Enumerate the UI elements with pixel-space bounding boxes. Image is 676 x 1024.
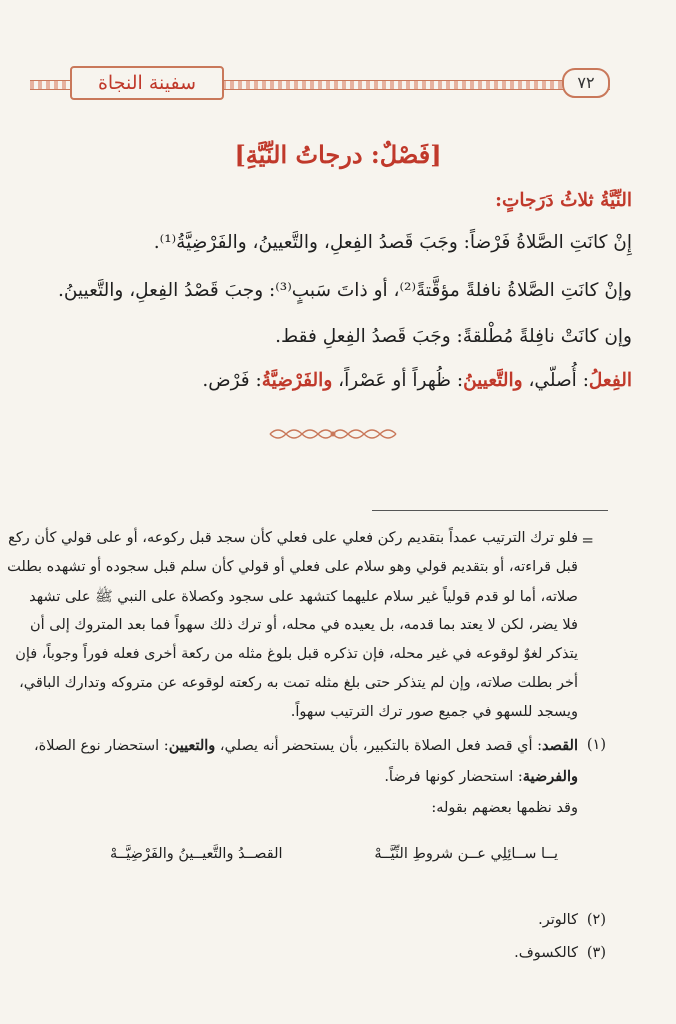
main-line-3: وإن كانَتْ نافِلةً مُطْلقةً: وجَبَ قَصدُ الفِعلِ فقط. — [275, 326, 632, 347]
footnote-1-line-2 — [384, 768, 578, 785]
footnote-3-text: كالكسوف. — [514, 945, 578, 961]
fn1-text-2: : استحضار نوع الصلاة، — [33, 738, 169, 754]
text-zuhr: : ظُهراً أو عَصْراً، — [332, 370, 464, 391]
main-line-1: إِنْ كانَتِ الصَّلاةُ فَرْضاً: وجَبَ قَصدُ الفِعلِ، والتَّعيينُ، والفَرْضِيَّةُ⁽¹⁾. — [153, 232, 632, 253]
footnote-1-number: (١) — [586, 737, 606, 753]
term-fil: الفِعلُ — [588, 370, 632, 391]
main-line-2: وإنْ كانَتِ الصَّلاةُ نافلةً مؤقَّتةً⁽²⁾، أو ذاتَ سَببٍ⁽³⁾: وجبَ قَصْدُ الفِعلِ، والتَّعيينُ. — [57, 280, 632, 301]
fn1-text-3: : استحضار كونها فرضاً. — [384, 769, 523, 785]
continuation-mark: = — [581, 531, 594, 549]
page-number: ٧٢ — [562, 68, 610, 98]
fn1-term-qasd: القصد — [542, 737, 578, 754]
footnote-cont-line: فلا يضر، لكن لا يعتد بما قدمه، بل يعيده في محله، أو ترك ذلك سهواً فما بعد المتروك إلى أن — [29, 617, 578, 633]
footnote-2-text: كالوتر. — [538, 912, 578, 928]
footnote-cont-line: يتذكر لغوٌ لوقوعه في غير محله، فإن تذكره قبل بلوغ مثله من ركعة أخرى فعله فوراً وجوباً، فإن — [15, 646, 578, 662]
footnote-cont-line: صلاته، أما لو قدم قولياً غير سلام عليهما كتشهد على سجود وكصلاة على النبي ﷺ على تشهد — [29, 589, 578, 605]
footnote-cont-line: فلو ترك الترتيب عمداً بتقديم ركن فعلي على فعلي كأن سجد قبل ركوعه، أو على قولي كأن ركع — [8, 530, 578, 546]
page-header — [30, 62, 610, 108]
section-title: [فَصْلٌ: درجاتُ النِّيَّةِ] — [234, 140, 442, 169]
fn1-term-tayin: والتعيين — [168, 737, 216, 754]
footnote-3-number: (٣) — [586, 945, 606, 961]
main-line-4 — [40, 370, 632, 391]
term-fard: والفَرْضِيَّةُ — [261, 370, 333, 391]
footnote-1-line-1 — [34, 737, 578, 754]
footnote-cont-line: قبل قراءته، أو بتقديم قولي وهو سلام على فعلي أو قولي كأن سلم قبل سجوده أو تشهده بطلت — [7, 559, 578, 575]
footnote-1-verse-intro: وقد نظمها بعضهم بقوله: — [431, 800, 578, 816]
fn1-term-fard: والفرضية — [522, 768, 578, 785]
footnote-cont-line: ويسجد للسهو في جميع صور ترك الترتيب سهواً. — [290, 704, 578, 720]
footnote-separator — [372, 510, 608, 511]
book-title: سفينة النجاة — [70, 66, 224, 100]
verse-first-hemistich: يــا ســائِلِي عــن شروطِ النِّيَّــهْ — [374, 846, 558, 862]
section-ornament-icon — [268, 424, 398, 444]
text-end: : فَرْض. — [202, 370, 262, 391]
intro-line: النِّيَّةُ ثلاثُ دَرَجاتٍ: — [495, 190, 632, 211]
verse-second-hemistich: القصــدُ والتَّعيــينُ والفَرْضِيَّــهْ — [110, 846, 283, 862]
text-asli: : أُصلّي، — [522, 370, 589, 391]
fn1-text-1: : أي قصد فعل الصلاة بالتكبير، بأن يستحضر أنه يصلي، — [215, 738, 543, 754]
term-tayin: والتَّعيينُ — [463, 370, 523, 391]
footnote-cont-line: أخر بطلت صلاته، وإن لم يتذكر حتى بلغ مثله تمت به ركعته لوقوعه عن متروكه وتدارك الباقي، — [19, 675, 578, 691]
footnote-2-number: (٢) — [586, 912, 606, 928]
